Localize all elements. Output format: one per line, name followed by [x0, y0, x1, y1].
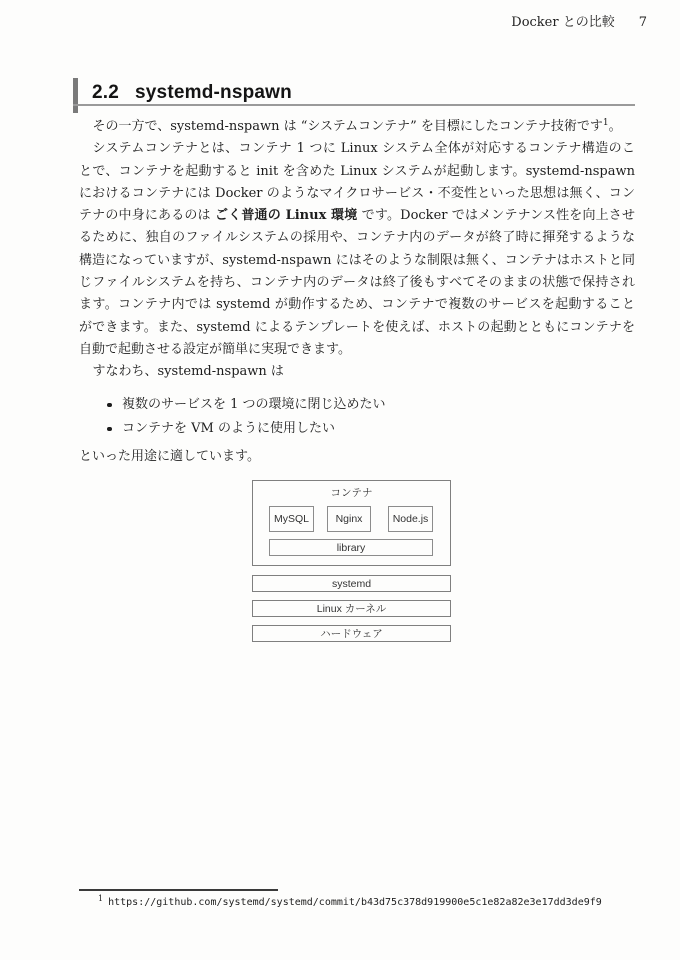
service-box-nginx: Nginx — [327, 506, 371, 532]
paragraph-4-line-1: といった用途に適しています。 — [79, 448, 260, 464]
paragraph-2-line-10: 自動で起動させる設定が簡単に実現できます。 — [79, 341, 351, 357]
service-box-nodejs: Node.js — [388, 506, 433, 532]
running-header — [511, 15, 647, 30]
section-title: systemd-nspawn — [135, 82, 292, 103]
paragraph-3-line-1: すなわち、systemd-nspawn は — [92, 364, 284, 380]
paragraph-2-line-7: じファイルシステムを持ち、コンテナ内のデータは終了後もすべてそのままの状態で保持され — [79, 275, 635, 291]
page-number: 7 — [638, 15, 647, 30]
list-item — [79, 393, 635, 417]
paragraph-2-line-5: るために、独自のファイルシステムの採用や、コンテナ内のデータが終了時に揮発するような — [79, 230, 635, 246]
paragraph-text: 。 — [608, 119, 622, 134]
running-header-title: Docker との比較 — [511, 15, 615, 30]
paragraph-text: その一方で、systemd-nspawn は “システムコンテナ” を目標にしたコンテナ技術です — [92, 119, 603, 134]
paragraph-2-line-2: とで、コンテナを起動すると init を含めた Linux システムが起動します。systemd-nspawn — [79, 163, 635, 179]
section-heading-bar — [73, 78, 78, 113]
paragraph-2-line-8: ます。コンテナ内では systemd が動作するため、コンテナで複数のサービスを起動すること — [79, 297, 635, 313]
section-heading — [92, 82, 292, 104]
paragraph-2-line-6: 構造になっていますが、systemd-nspawn にはそのような制限は無く、コンテナはホストと同 — [79, 252, 635, 268]
paragraph-text: テナの中身にあるのは — [79, 208, 216, 224]
library-box: library — [269, 539, 433, 556]
footnote-reference: 1 — [602, 118, 609, 128]
body-text — [79, 116, 635, 468]
paragraph-2-line-1: システムコンテナとは、コンテナ 1 つに Linux システム全体が対応するコンテナ構造のこ — [92, 141, 635, 157]
footnote — [79, 894, 635, 908]
service-box-mysql: MySQL — [269, 506, 314, 532]
bullet-icon — [107, 427, 112, 432]
footnote-separator — [79, 889, 278, 891]
list-item-text: コンテナを VM のように使用したい — [122, 420, 335, 436]
footnote-marker: 1 — [98, 894, 104, 903]
emphasized-text: ごく普通の Linux 環境 — [215, 208, 358, 224]
list-item-text: 複数のサービスを 1 つの環境に閉じ込めたい — [122, 396, 386, 412]
section-number: 2.2 — [92, 82, 120, 103]
layer-box-linux-kernel: Linux カーネル — [252, 600, 451, 617]
paragraph-2-line-4 — [79, 205, 635, 227]
section-heading-rule — [73, 104, 635, 106]
bullet-icon — [107, 403, 112, 408]
layer-box-systemd: systemd — [252, 575, 451, 592]
paragraph-text: です。Docker ではメンテナンス性を向上させ — [357, 208, 635, 224]
container-label: コンテナ — [330, 487, 373, 499]
bullet-list — [79, 393, 635, 441]
paragraph-2-line-9: ができます。また、systemd によるテンプレートを使えば、ホストの起動とともにコンテナを — [79, 319, 635, 335]
layer-box-hardware: ハードウェア — [252, 625, 451, 642]
architecture-diagram — [252, 480, 451, 642]
footnote-url: https://github.com/systemd/systemd/commit/b43d75c378d919900e5c1e82a82e3e17dd3de9f9 — [108, 897, 602, 908]
paragraph-1-line-1 — [79, 116, 635, 138]
container-box — [252, 480, 451, 566]
list-item — [79, 417, 635, 441]
paragraph-2-line-3: におけるコンテナには Docker のようなマイクロサービス・不変性といった思想は無く、コン — [79, 185, 635, 201]
